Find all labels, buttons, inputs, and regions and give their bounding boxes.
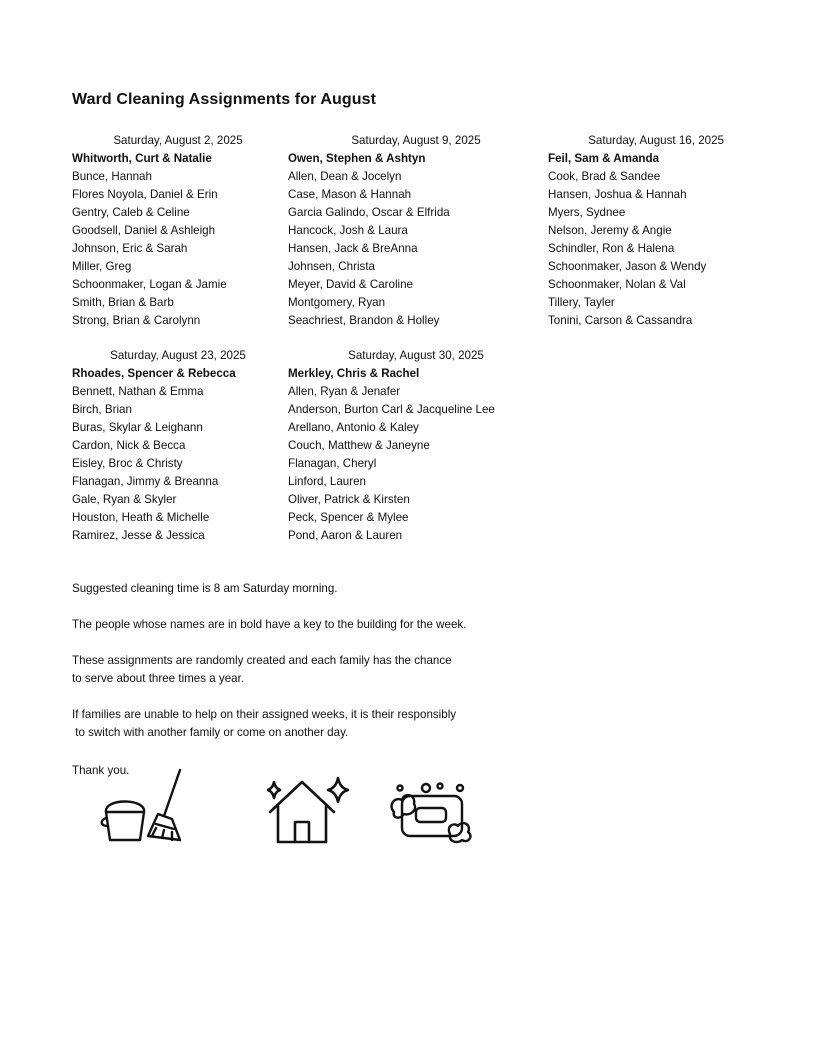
week-date: Saturday, August 16, 2025 [588, 134, 724, 147]
week-date: Saturday, August 30, 2025 [348, 349, 484, 362]
key-holder: Owen, Stephen & Ashtyn [288, 152, 426, 165]
list-item: Ramirez, Jesse & Jessica [72, 529, 205, 542]
list-item: Myers, Sydnee [548, 206, 626, 219]
page-title: Ward Cleaning Assignments for August [72, 91, 377, 108]
week-date: Saturday, August 9, 2025 [351, 134, 481, 147]
list-item: Seachriest, Brandon & Holley [288, 314, 440, 327]
thank-you: Thank you. [72, 764, 130, 777]
key-holder: Rhoades, Spencer & Rebecca [72, 367, 236, 380]
list-item: Bennett, Nathan & Emma [72, 385, 204, 398]
list-item: Tillery, Tayler [548, 296, 615, 309]
list-item: Cook, Brad & Sandee [548, 170, 661, 183]
key-holder: Feil, Sam & Amanda [548, 152, 660, 165]
list-item: Buras, Skylar & Leighann [72, 421, 203, 434]
notes-section [72, 580, 672, 760]
key-holder: Merkley, Chris & Rachel [288, 367, 420, 380]
key-holder: Whitworth, Curt & Natalie [72, 152, 212, 165]
list-item: Tonini, Carson & Cassandra [548, 314, 693, 327]
switch-note: If families are unable to help on their assigned weeks, it is their responsibly to switch with another family or come on another day. [72, 708, 457, 739]
list-item: Johnsen, Christa [288, 260, 375, 273]
soap-bubbles-icon [388, 780, 476, 846]
list-item: Anderson, Burton Carl & Jacqueline Lee [288, 403, 495, 416]
cleaning-time-note: Suggested cleaning time is 8 am Saturday morning. [72, 582, 338, 595]
list-item: Strong, Brian & Carolynn [72, 314, 201, 327]
list-item: Oliver, Patrick & Kirsten [288, 493, 410, 506]
list-item: Montgomery, Ryan [288, 296, 386, 309]
list-item: Flanagan, Jimmy & Breanna [72, 475, 219, 488]
week-column [72, 132, 284, 330]
list-item: Pond, Aaron & Lauren [288, 529, 403, 542]
list-item: Arellano, Antonio & Kaley [288, 421, 419, 434]
list-item: Hansen, Joshua & Hannah [548, 188, 687, 201]
list-item: Miller, Greg [72, 260, 132, 273]
list-item: Flanagan, Cheryl [288, 457, 377, 470]
week-column [72, 347, 284, 545]
list-item: Couch, Matthew & Janeyne [288, 439, 430, 452]
list-item: Garcia Galindo, Oscar & Elfrida [288, 206, 450, 219]
week-column [288, 347, 544, 545]
list-item: Schoonmaker, Jason & Wendy [548, 260, 707, 273]
bucket-and-broom-icon [100, 764, 186, 846]
week-date: Saturday, August 23, 2025 [110, 349, 246, 362]
list-item: Houston, Heath & Michelle [72, 511, 210, 524]
list-item: Gentry, Caleb & Celine [72, 206, 190, 219]
week-date: Saturday, August 2, 2025 [113, 134, 243, 147]
list-item: Peck, Spencer & Mylee [288, 511, 409, 524]
list-item: Gale, Ryan & Skyler [72, 493, 177, 506]
list-item: Eisley, Broc & Christy [72, 457, 183, 470]
list-item: Birch, Brian [72, 403, 132, 416]
list-item: Johnson, Eric & Sarah [72, 242, 188, 255]
list-item: Meyer, David & Caroline [288, 278, 414, 291]
list-item: Hansen, Jack & BreAnna [288, 242, 418, 255]
key-note: The people whose names are in bold have a key to the building for the week. [72, 618, 467, 631]
list-item: Cardon, Nick & Becca [72, 439, 186, 452]
list-item: Bunce, Hannah [72, 170, 152, 183]
list-item: Hancock, Josh & Laura [288, 224, 408, 237]
list-item: Linford, Lauren [288, 475, 366, 488]
list-item: Schindler, Ron & Halena [548, 242, 675, 255]
list-item: Flores Noyola, Daniel & Erin [72, 188, 218, 201]
list-item: Case, Mason & Hannah [288, 188, 412, 201]
week-column [288, 132, 544, 330]
list-item: Nelson, Jeremy & Angie [548, 224, 672, 237]
list-item: Allen, Ryan & Jenafer [288, 385, 401, 398]
list-item: Schoonmaker, Logan & Jamie [72, 278, 227, 291]
random-assignment-note: These assignments are randomly created and each family has the chance to serve about three times a year. [72, 654, 452, 685]
list-item: Schoonmaker, Nolan & Val [548, 278, 686, 291]
list-item: Smith, Brian & Barb [72, 296, 174, 309]
week-column [548, 132, 744, 330]
sparkling-house-icon [262, 774, 356, 846]
list-item: Allen, Dean & Jocelyn [288, 170, 402, 183]
list-item: Goodsell, Daniel & Ashleigh [72, 224, 216, 237]
